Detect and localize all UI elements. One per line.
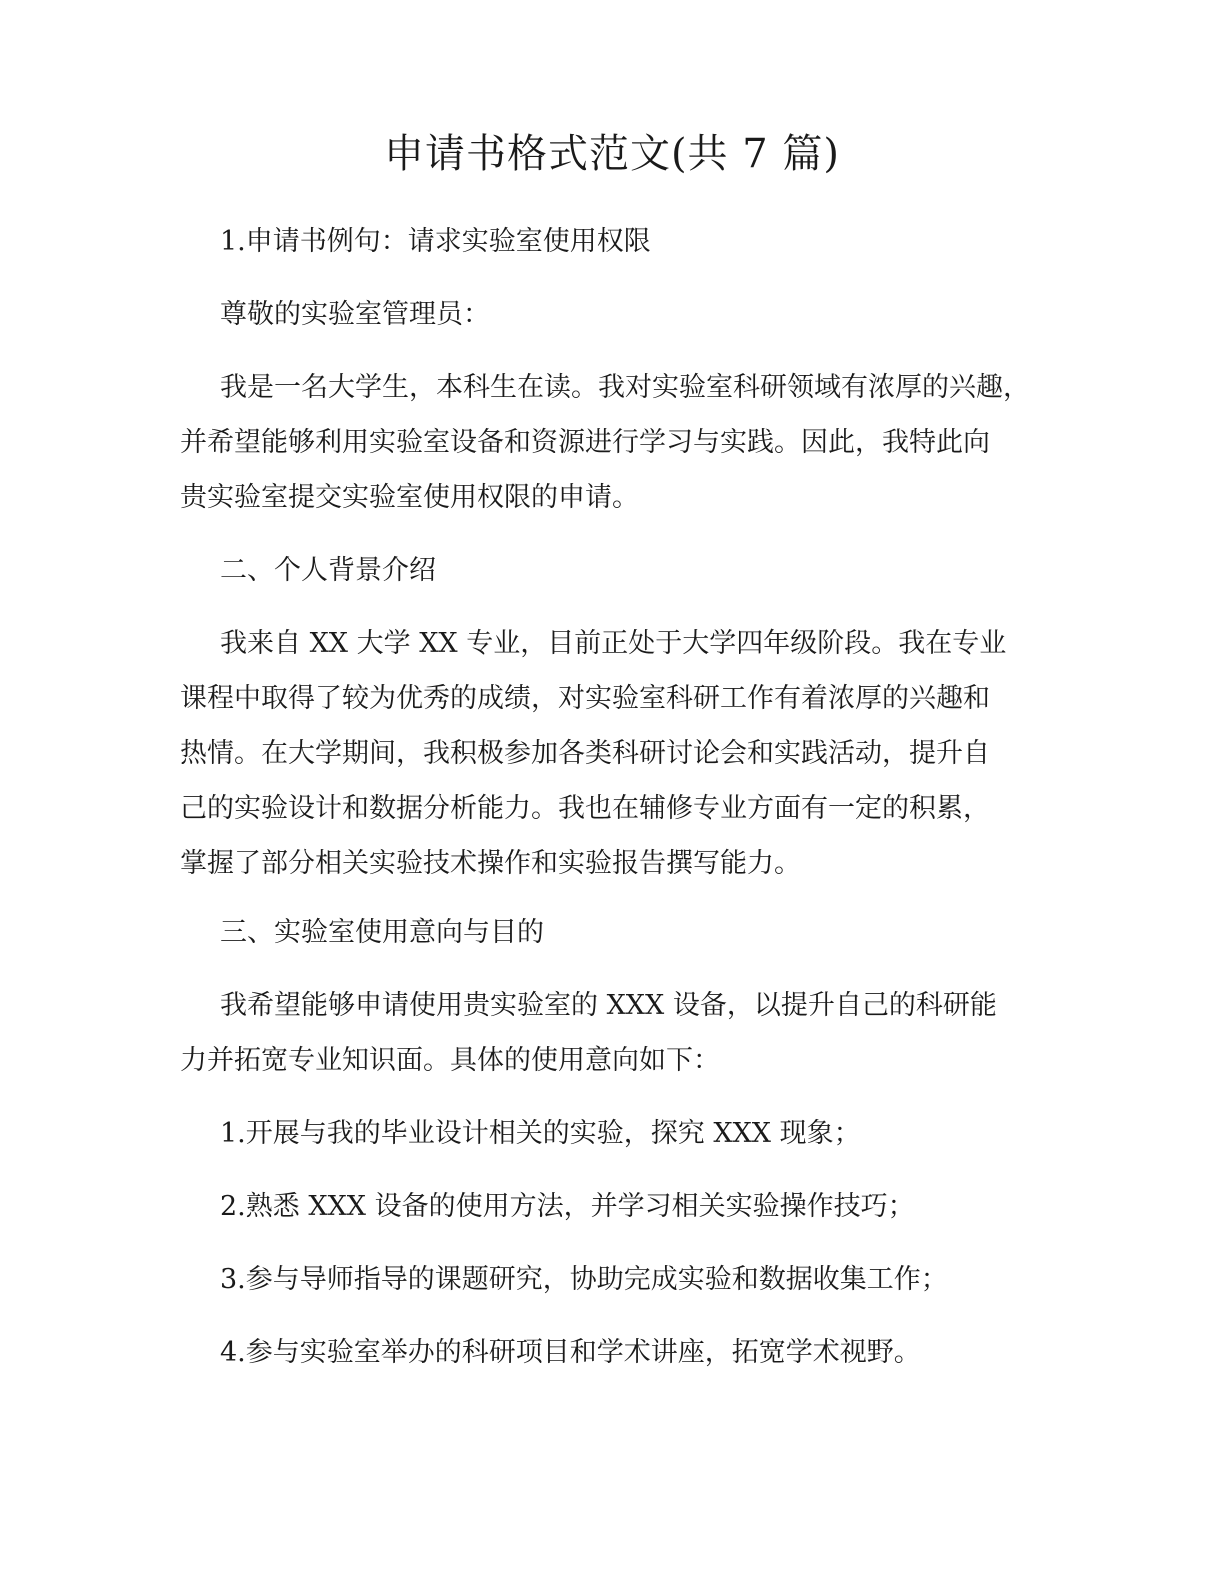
list-item	[180, 1106, 1040, 1161]
paragraph-line: 并希望能够利用实验室设备和资源进行学习与实践。因此，我特此向	[180, 427, 990, 458]
paragraph-line: 力并拓宽专业知识面。具体的使用意向如下：	[180, 1045, 720, 1076]
paragraph-line: 3.参与导师指导的课题研究，协助完成实验和数据收集工作；	[220, 1264, 948, 1295]
paragraph-line: 我是一名大学生，本科生在读。我对实验室科研领域有浓厚的兴趣，	[220, 372, 1030, 403]
paragraph-intro	[180, 360, 1040, 525]
paragraph-line: 己的实验设计和数据分析能力。我也在辅修专业方面有一定的积累，	[180, 793, 990, 824]
paragraph-line: 掌握了部分相关实验技术操作和实验报告撰写能力。	[180, 848, 801, 879]
paragraph-line: 4.参与实验室举办的科研项目和学术讲座，拓宽学术视野。	[220, 1337, 921, 1368]
paragraph-line: 尊敬的实验室管理员：	[220, 299, 490, 330]
paragraph-background	[180, 616, 1040, 891]
list-item	[180, 1179, 1040, 1234]
paragraph-line: 我希望能够申请使用贵实验室的 XXX 设备，以提升自己的科研能	[220, 990, 997, 1021]
paragraph-line: 贵实验室提交实验室使用权限的申请。	[180, 482, 639, 513]
paragraph-line: 我来自 XX 大学 XX 专业，目前正处于大学四年级阶段。我在专业	[220, 628, 1007, 659]
paragraph-line: 课程中取得了较为优秀的成绩，对实验室科研工作有着浓厚的兴趣和	[180, 683, 990, 714]
list-item	[180, 1252, 1040, 1307]
paragraph-line: 1.开展与我的毕业设计相关的实验，探究 XXX 现象；	[220, 1118, 861, 1149]
list-item	[180, 1325, 1040, 1380]
paragraph-line: 1.申请书例句：请求实验室使用权限	[220, 226, 651, 257]
paragraph-purpose	[180, 978, 1040, 1088]
section-heading-background	[180, 543, 1040, 598]
paragraph-line: 2.熟悉 XXX 设备的使用方法，并学习相关实验操作技巧；	[220, 1191, 915, 1222]
paragraph-line: 热情。在大学期间，我积极参加各类科研讨论会和实践活动，提升自	[180, 738, 990, 769]
salutation	[180, 287, 1040, 342]
heading-request-example	[180, 214, 1040, 269]
paragraph-line: 二、个人背景介绍	[220, 555, 436, 586]
paragraph-line: 三、实验室使用意向与目的	[220, 917, 544, 948]
document-title: 申请书格式范文(共 7 篇)	[383, 131, 841, 177]
section-heading-purpose	[180, 905, 1040, 960]
